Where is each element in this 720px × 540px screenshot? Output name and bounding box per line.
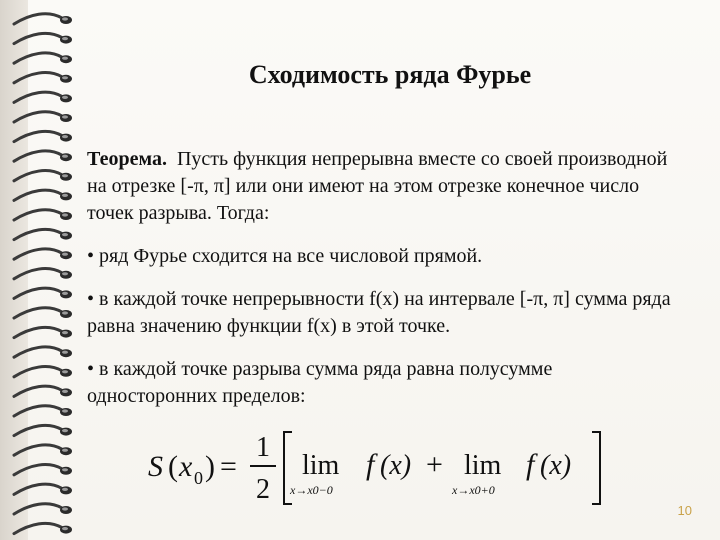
binding-hole-highlight <box>62 527 68 530</box>
formula-lparen: ( <box>168 450 178 483</box>
formula-f-right: f <box>526 448 535 481</box>
formula-equals: = <box>220 450 237 483</box>
theorem-block <box>87 146 677 227</box>
spiral-coil <box>14 308 62 318</box>
binding-hole-highlight <box>62 17 68 20</box>
binding-hole-highlight <box>62 488 68 491</box>
binding-hole-highlight <box>62 194 68 197</box>
binding-hole-highlight <box>62 390 68 393</box>
spiral-coil <box>14 210 62 220</box>
formula-f-right-arg: (x) <box>540 450 572 481</box>
formula-right-bracket <box>592 432 600 504</box>
binding-hole-highlight <box>62 155 68 158</box>
formula-f-left: f <box>366 448 375 481</box>
formula-lim-right: lim <box>464 450 502 481</box>
spiral-coil <box>14 92 62 102</box>
formula-plus: + <box>426 448 443 481</box>
theorem-label: Теорема. <box>87 148 167 170</box>
formula-frac-numerator: 1 <box>256 432 270 463</box>
binding-hole-highlight <box>62 272 68 275</box>
spiral-coil <box>14 386 62 396</box>
formula-f-left-arg: (x) <box>380 450 412 481</box>
binding-hole-highlight <box>62 370 68 373</box>
formula-s: S <box>148 450 163 483</box>
page-number: 10 <box>677 503 692 518</box>
binding-hole-highlight <box>62 351 68 354</box>
spiral-coil <box>14 229 62 239</box>
bullet-discontinuity-points: • в каждой точке разрыва сумма ряда равна полусумме односторонних пределов: <box>87 358 553 407</box>
binding-hole-highlight <box>62 135 68 138</box>
spiral-coil <box>14 288 62 298</box>
spiral-coil <box>14 465 62 475</box>
spiral-coil <box>14 33 62 43</box>
binding-hole-highlight <box>62 233 68 236</box>
binding-hole-highlight <box>62 507 68 510</box>
binding-hole-highlight <box>62 115 68 118</box>
binding-hole-highlight <box>62 468 68 471</box>
spiral-coil <box>14 269 62 279</box>
slide-content <box>87 146 677 410</box>
bullet-continuity-points: • в каждой точке непрерывности f(x) на интервале [-π, π] сумма ряда равна значению функции f(x) в этой точке. <box>87 288 671 337</box>
binding-hole-highlight <box>62 37 68 40</box>
spiral-coil <box>14 504 62 514</box>
binding-hole-highlight <box>62 449 68 452</box>
binding-hole-highlight <box>62 311 68 314</box>
theorem-text: Пусть функция непрерывна вместе со своей производной на отрезке [-π, π] или они имеют на этом отрезке конечное число точек разрыва. Тогда: <box>87 148 668 224</box>
spiral-coil <box>14 367 62 377</box>
spiral-coil <box>14 523 62 533</box>
binding-hole-highlight <box>62 429 68 432</box>
spiral-coil <box>14 425 62 435</box>
formula-lim-right-subscript: x→x0+0 <box>452 483 495 497</box>
spiral-coil <box>14 112 62 122</box>
formula-lim-left-subscript: x→x0−0 <box>290 483 333 497</box>
spiral-coil <box>14 484 62 494</box>
fourier-limit-formula <box>140 428 620 508</box>
slide-title: Сходимость ряда Фурье <box>248 60 532 89</box>
spiral-coil <box>14 171 62 181</box>
spiral-coil <box>14 445 62 455</box>
spiral-coil <box>14 347 62 357</box>
formula-x0-subscript: 0 <box>194 468 203 488</box>
spiral-coil <box>14 327 62 337</box>
binding-hole-highlight <box>62 409 68 412</box>
binding-hole-highlight <box>62 96 68 99</box>
formula-rparen: ) <box>205 450 215 483</box>
binding-hole-highlight <box>62 174 68 177</box>
binding-hole-highlight <box>62 213 68 216</box>
formula-x0: x <box>179 450 193 483</box>
spiral-coil <box>14 131 62 141</box>
spiral-coil <box>14 151 62 161</box>
spiral-coil <box>14 190 62 200</box>
formula-lim-left: lim <box>302 450 340 481</box>
spiral-coil <box>14 249 62 259</box>
bullet-convergence: • ряд Фурье сходится на все числовой прямой. <box>87 245 483 267</box>
binding-hole-highlight <box>62 292 68 295</box>
spiral-coil <box>14 14 62 24</box>
formula-frac-denominator: 2 <box>256 474 270 505</box>
binding-hole-highlight <box>62 253 68 256</box>
spiral-coil <box>14 406 62 416</box>
binding-hole-highlight <box>62 331 68 334</box>
